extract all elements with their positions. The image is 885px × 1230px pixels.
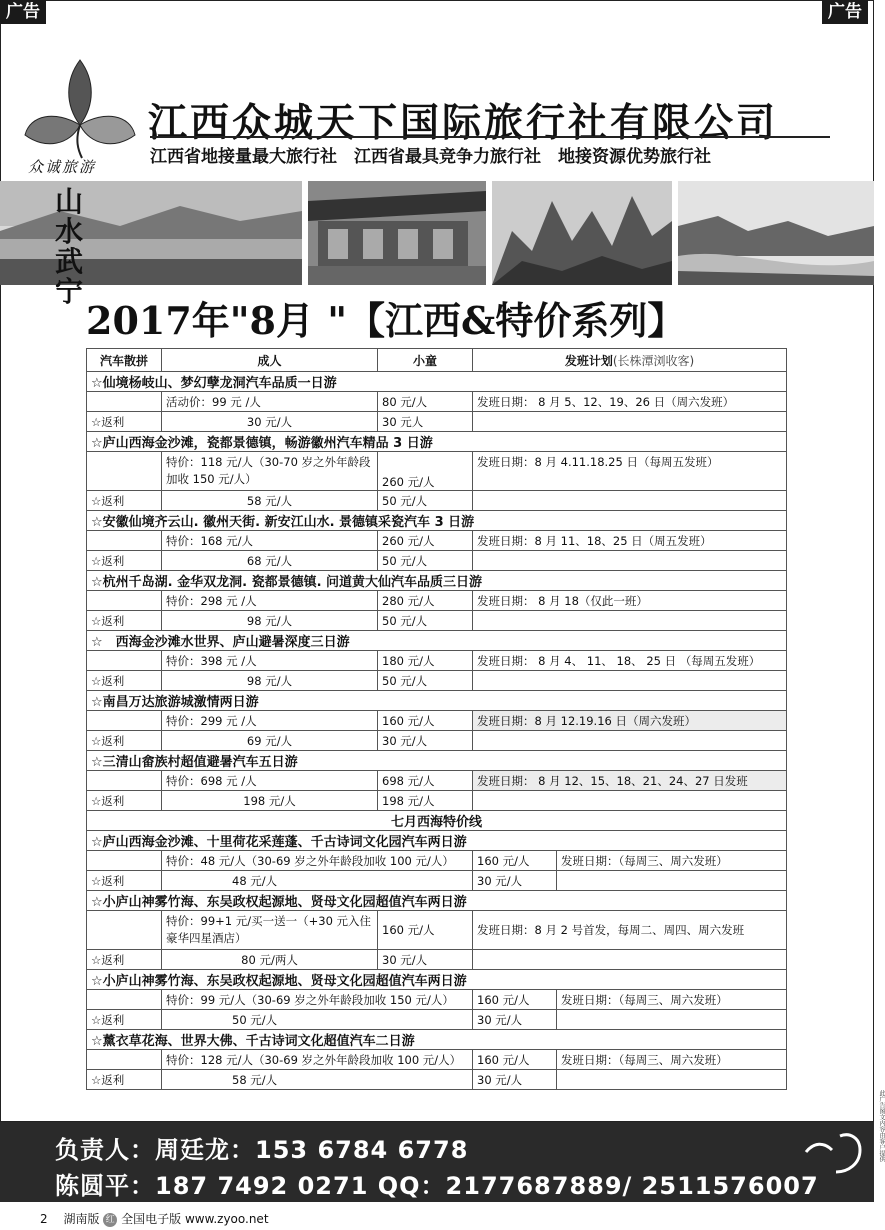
rebate-label: ☆返利 (87, 950, 162, 970)
adult-rebate: 80 元/两人 (162, 950, 378, 970)
rebate-row (87, 671, 787, 691)
rebate-row (87, 871, 787, 891)
tour-title: ☆杭州千岛湖. 金华双龙洞. 瓷都景德镇. 问道黄大仙汽车品质三日游 (87, 571, 787, 591)
child-rebate: 50 元/人 (378, 611, 473, 631)
tour-price-table (86, 348, 787, 1090)
tour-title-row (87, 631, 787, 651)
child-rebate: 30 元/人 (473, 871, 557, 891)
child-price: 698 元/人 (378, 771, 473, 791)
adult-rebate: 98 元/人 (162, 671, 378, 691)
site-url[interactable]: www.zyoo.net (184, 1212, 269, 1226)
tour-price-row (87, 851, 787, 871)
adult-price: 特价：99+1 元/买一送一（+30 元入住豪华四星酒店） (162, 911, 378, 950)
child-rebate: 50 元/人 (378, 491, 473, 511)
adult-price: 特价：118 元/人（30-70 岁之外年龄段加收 150 元/人） (162, 452, 378, 491)
edition-label: 湖南版 (63, 1212, 100, 1226)
rebate-label: ☆返利 (87, 731, 162, 751)
tour-title-row (87, 571, 787, 591)
adult-rebate: 48 元/人 (162, 871, 473, 891)
table-header-row (87, 349, 787, 372)
departure-plan: 发班日期： 8 月 12、15、18、21、24、27 日发班 (473, 771, 787, 791)
child-rebate: 198 元/人 (378, 791, 473, 811)
company-slogan: 江西省地接量最大旅行社 江西省最具竞争力旅行社 地接资源优势旅行社 (150, 147, 711, 167)
tour-price-row (87, 392, 787, 412)
adult-rebate: 98 元/人 (162, 611, 378, 631)
child-price: 260 元/人 (378, 531, 473, 551)
header-schedule-note: (长株潭浏收客) (612, 353, 695, 368)
section-row (87, 811, 787, 831)
headline: 2017年"8月 "【江西&特价系列】 (86, 298, 686, 343)
child-rebate: 30 元/人 (378, 731, 473, 751)
tour-title-row (87, 691, 787, 711)
tour-title-row (87, 970, 787, 990)
tour-price-row (87, 591, 787, 611)
tour-title: ☆庐山西海金沙滩、十里荷花采莲蓬、千古诗词文化园汽车两日游 (87, 831, 787, 851)
photo-strip (0, 181, 874, 308)
departure-plan: 发班日期：8 月 11、18、25 日（周五发班） (473, 531, 787, 551)
river-photo (678, 181, 874, 285)
page-footer (40, 1210, 269, 1227)
child-price: 160 元/人 (378, 711, 473, 731)
child-rebate: 50 元/人 (378, 671, 473, 691)
adult-price: 特价：168 元/人 (162, 531, 378, 551)
header-category: 汽车散拼 (87, 349, 162, 372)
adult-rebate: 58 元/人 (162, 1070, 473, 1090)
tour-title-row (87, 372, 787, 392)
tour-price-row (87, 452, 787, 491)
section-title: 七月西海特价线 (87, 811, 787, 831)
tour-title-row (87, 831, 787, 851)
header-adult: 成人 (162, 349, 378, 372)
adult-rebate: 68 元/人 (162, 551, 378, 571)
child-price: 180 元/人 (378, 651, 473, 671)
rebate-row (87, 1010, 787, 1030)
child-rebate: 30 元/人 (473, 1070, 557, 1090)
wuning-caption: 山水武宁 (55, 185, 84, 308)
adult-price: 特价：99 元/人（30-69 岁之外年龄段加收 150 元/人） (162, 990, 473, 1010)
adult-rebate: 30 元/人 (162, 412, 378, 432)
tour-price-row (87, 771, 787, 791)
page-number: 2 (40, 1212, 48, 1226)
tour-title-row (87, 511, 787, 531)
side-note: 此广告图文内容由客户提供 (878, 1090, 885, 1162)
departure-plan: 发班日期：8 月 12.19.16 日（周六发班） (473, 711, 787, 731)
adult-rebate: 50 元/人 (162, 1010, 473, 1030)
tour-title: ☆南昌万达旅游城激情两日游 (87, 691, 787, 711)
mountain-photo (492, 181, 672, 285)
child-price: 260 元/人 (378, 452, 473, 491)
departure-plan: 发班日期：8 月 4.11.18.25 日（每周五发班） (473, 452, 787, 491)
rebate-row (87, 1070, 787, 1090)
child-price: 160 元/人 (473, 990, 557, 1010)
tour-title: ☆庐山西海金沙滩，瓷都景德镇，畅游徽州汽车精品 3 日游 (87, 432, 787, 452)
child-price: 160 元/人 (473, 1050, 557, 1070)
child-rebate: 30 元/人 (378, 950, 473, 970)
tour-title: ☆仙境杨岐山、梦幻孽龙洞汽车品质一日游 (87, 372, 787, 392)
child-rebate: 30 元/人 (473, 1010, 557, 1030)
title-divider (150, 136, 830, 138)
tour-price-row (87, 651, 787, 671)
tour-title-row (87, 1030, 787, 1050)
tour-title: ☆ 西海金沙滩水世界、庐山避暑深度三日游 (87, 631, 787, 651)
edition-badge-icon: 红 (103, 1213, 117, 1227)
rebate-label: ☆返利 (87, 611, 162, 631)
tour-price-row (87, 990, 787, 1010)
child-price: 80 元/人 (378, 392, 473, 412)
tour-price-row (87, 531, 787, 551)
child-price: 280 元/人 (378, 591, 473, 611)
rebate-row (87, 551, 787, 571)
rebate-row (87, 791, 787, 811)
tour-title-row (87, 751, 787, 771)
rebate-label: ☆返利 (87, 871, 162, 891)
tour-price-row (87, 1050, 787, 1070)
wave-decoration-icon (800, 1128, 866, 1178)
rebate-row (87, 412, 787, 432)
tour-price-row (87, 711, 787, 731)
child-price: 160 元/人 (378, 911, 473, 950)
tour-title-row (87, 432, 787, 452)
rebate-row (87, 731, 787, 751)
adult-rebate: 69 元/人 (162, 731, 378, 751)
logo-text: 众诚旅游 (28, 158, 97, 176)
adult-price: 特价：698 元 /人 (162, 771, 378, 791)
tour-title: ☆小庐山神雾竹海、东吴政权起源地、贤母文化园超值汽车两日游 (87, 891, 787, 911)
child-rebate: 50 元/人 (378, 551, 473, 571)
rebate-row (87, 950, 787, 970)
rebate-label: ☆返利 (87, 671, 162, 691)
adult-price: 特价：298 元 /人 (162, 591, 378, 611)
departure-plan: 发班日期： 8 月 18（仅此一班） (473, 591, 787, 611)
departure-plan: 发班日期：（每周三、周六发班） (557, 851, 787, 871)
adult-rebate: 58 元/人 (162, 491, 378, 511)
rebate-label: ☆返利 (87, 1070, 162, 1090)
tour-title-row (87, 891, 787, 911)
tour-title: ☆安徽仙境齐云山. 徽州天街. 新安江山水. 景德镇采瓷汽车 3 日游 (87, 511, 787, 531)
tour-title: ☆三清山畲族村超值避暑汽车五日游 (87, 751, 787, 771)
contact-primary: 负责人：周廷龙：153 6784 6778 (55, 1136, 469, 1164)
adult-price: 特价：128 元/人（30-69 岁之外年龄段加收 100 元/人） (162, 1050, 473, 1070)
adult-price: 特价：48 元/人（30-69 岁之外年龄段加收 100 元/人） (162, 851, 473, 871)
adult-rebate: 198 元/人 (162, 791, 378, 811)
header-schedule (473, 349, 787, 372)
rebate-label: ☆返利 (87, 1010, 162, 1030)
rebate-label: ☆返利 (87, 551, 162, 571)
adult-price: 特价：398 元 /人 (162, 651, 378, 671)
ad-label-left: 广告 (0, 0, 46, 24)
departure-plan: 发班日期：（每周三、周六发班） (557, 990, 787, 1010)
adult-price: 活动价：99 元 /人 (162, 392, 378, 412)
departure-plan: 发班日期： 8 月 4、 11、 18、 25 日 （每周五发班） (473, 651, 787, 671)
ad-label-right: 广告 (822, 0, 868, 24)
header-schedule-label: 发班计划 (564, 353, 613, 368)
header-child: 小童 (378, 349, 473, 372)
rebate-label: ☆返利 (87, 791, 162, 811)
departure-plan: 发班日期：8 月 2 号首发，每周二、周四、周六发班 (473, 911, 787, 950)
contact-secondary: 陈圆平：187 7492 0271 QQ：2177687889/ 2511576007 (55, 1172, 819, 1200)
contact-band (0, 1122, 874, 1202)
departure-plan: 发班日期：（每周三、周六发班） (557, 1050, 787, 1070)
rebate-row (87, 611, 787, 631)
rebate-label: ☆返利 (87, 491, 162, 511)
adult-price: 特价：299 元 /人 (162, 711, 378, 731)
child-price: 160 元/人 (473, 851, 557, 871)
tour-title: ☆小庐山神雾竹海、东吴政权起源地、贤母文化园超值汽车两日游 (87, 970, 787, 990)
departure-plan: 发班日期： 8 月 5、12、19、26 日（周六发班） (473, 392, 787, 412)
street-photo (308, 181, 486, 285)
rebate-row (87, 491, 787, 511)
lake-photo (0, 181, 302, 308)
site-label: 全国电子版 (121, 1212, 182, 1226)
tour-price-row (87, 911, 787, 950)
company-name: 江西众城天下国际旅行社有限公司 (148, 100, 779, 146)
tour-title: ☆薰衣草花海、世界大佛、千古诗词文化超值汽车二日游 (87, 1030, 787, 1050)
rebate-label: ☆返利 (87, 412, 162, 432)
child-rebate: 30 元人 (378, 412, 473, 432)
